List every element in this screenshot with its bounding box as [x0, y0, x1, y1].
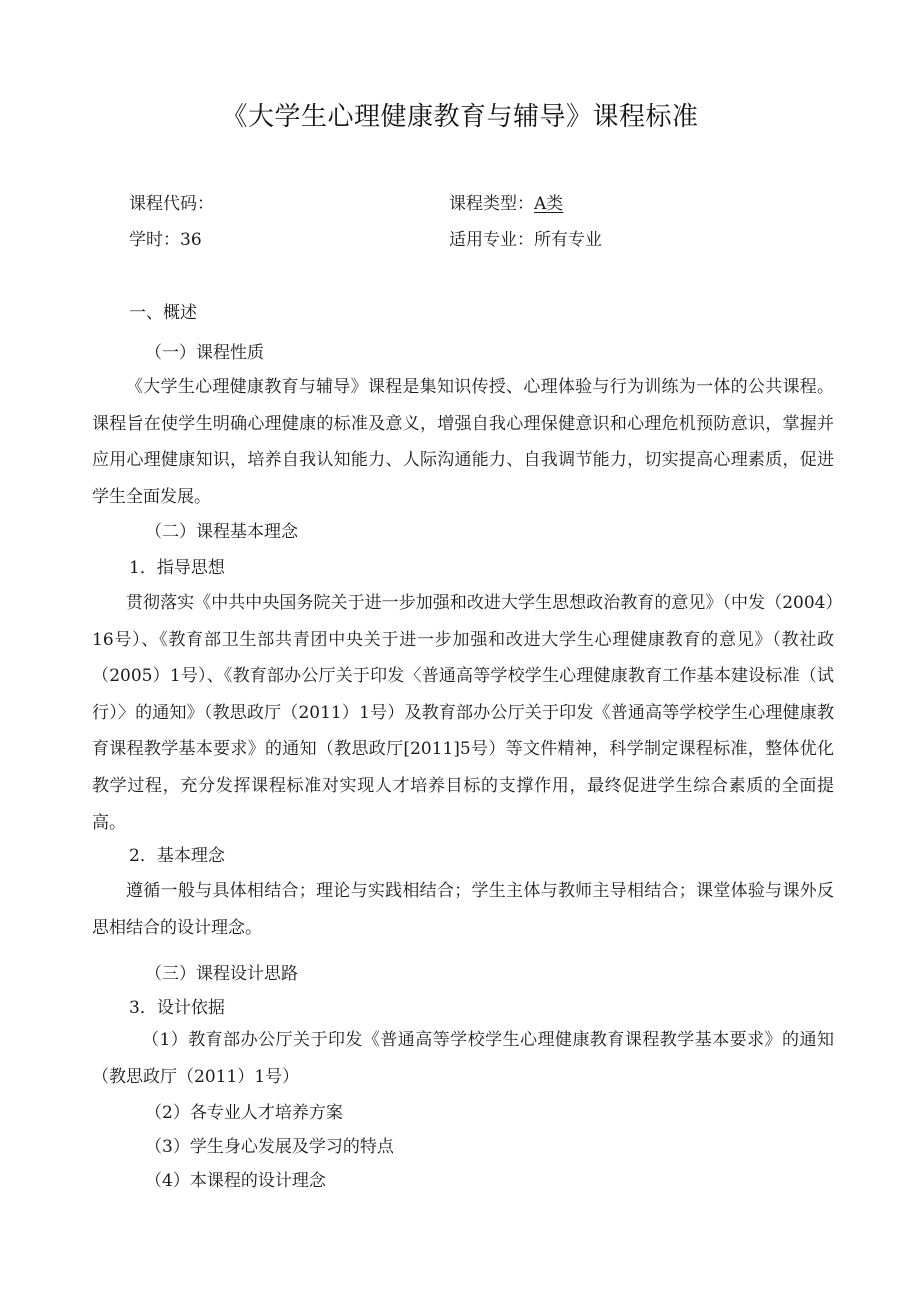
basic-philosophy-heading: 2．基本理念: [129, 846, 225, 866]
guiding-thought-heading: 1．指导思想: [129, 558, 225, 578]
design-basis-item-2: （2）各专业人才培养方案: [145, 1103, 343, 1123]
course-major-label: 适用专业：: [449, 230, 534, 250]
course-type-label: 课程类型：: [449, 194, 534, 214]
basic-concept-heading: （二）课程基本理念: [145, 522, 298, 542]
course-type: [449, 192, 563, 216]
course-code: [129, 192, 214, 216]
guiding-thought-paragraph: 贯彻落实《中共中央国务院关于进一步加强和改进大学生思想政治教育的意见》（中发（2004）16号）、《教育部卫生部共青团中央关于进一步加强和改进大学生心理健康教育的意见》（教社政（2005）1号）、《教育部办公厅关于印发〈普通高等学校学生心理健康教育工作基本建设标准（试行）〉的通知》（教思政厅（2011）1号）及教育部办公厅关于印发《普通高等学校学生心理健康教育课程教学基本要求》的通知（教思政厅[2011]5号）等文件精神，科学制定课程标准，整体优化教学过程，充分发挥课程标准对实现人才培养目标的支撑作用，最终促进学生综合素质的全面提高。: [92, 593, 834, 833]
course-nature-heading: （一）课程性质: [145, 343, 264, 363]
course-hours-label: 学时：: [129, 230, 180, 250]
course-major: [449, 228, 602, 252]
course-hours: [129, 228, 202, 252]
course-nature-paragraph: 《大学生心理健康教育与辅导》课程是集知识传授、心理体验与行为训练为一体的公共课程。课程旨在使学生明确心理健康的标准及意义，增强自我心理保健意识和心理危机预防意识，掌握并应用心理健康知识，培养自我认知能力、人际沟通能力、自我调节能力，切实提高心理素质，促进学生全面发展。: [92, 377, 834, 507]
course-hours-value: 36: [180, 230, 202, 250]
document-title: 《大学生心理健康教育与辅导》课程标准: [221, 102, 699, 132]
design-basis-item-1: （1）教育部办公厅关于印发《普通高等学校学生心理健康教育课程教学基本要求》的通知（教思政厅（2011）1号）: [92, 1030, 834, 1087]
basic-philosophy-paragraph: 遵循一般与具体相结合；理论与实践相结合；学生主体与教师主导相结合；课堂体验与课外反思相结合的设计理念。: [92, 881, 834, 938]
design-idea-heading: （三）课程设计思路: [145, 964, 298, 984]
design-basis-item-4: （4）本课程的设计理念: [145, 1171, 326, 1191]
design-basis-item-3: （3）学生身心发展及学习的特点: [145, 1137, 394, 1157]
design-basis-heading: 3．设计依据: [129, 998, 225, 1018]
course-code-label: 课程代码：: [129, 194, 214, 214]
section-overview-heading: 一、概述: [129, 303, 197, 323]
course-type-value: A类: [534, 194, 564, 214]
course-major-value: 所有专业: [534, 230, 602, 250]
